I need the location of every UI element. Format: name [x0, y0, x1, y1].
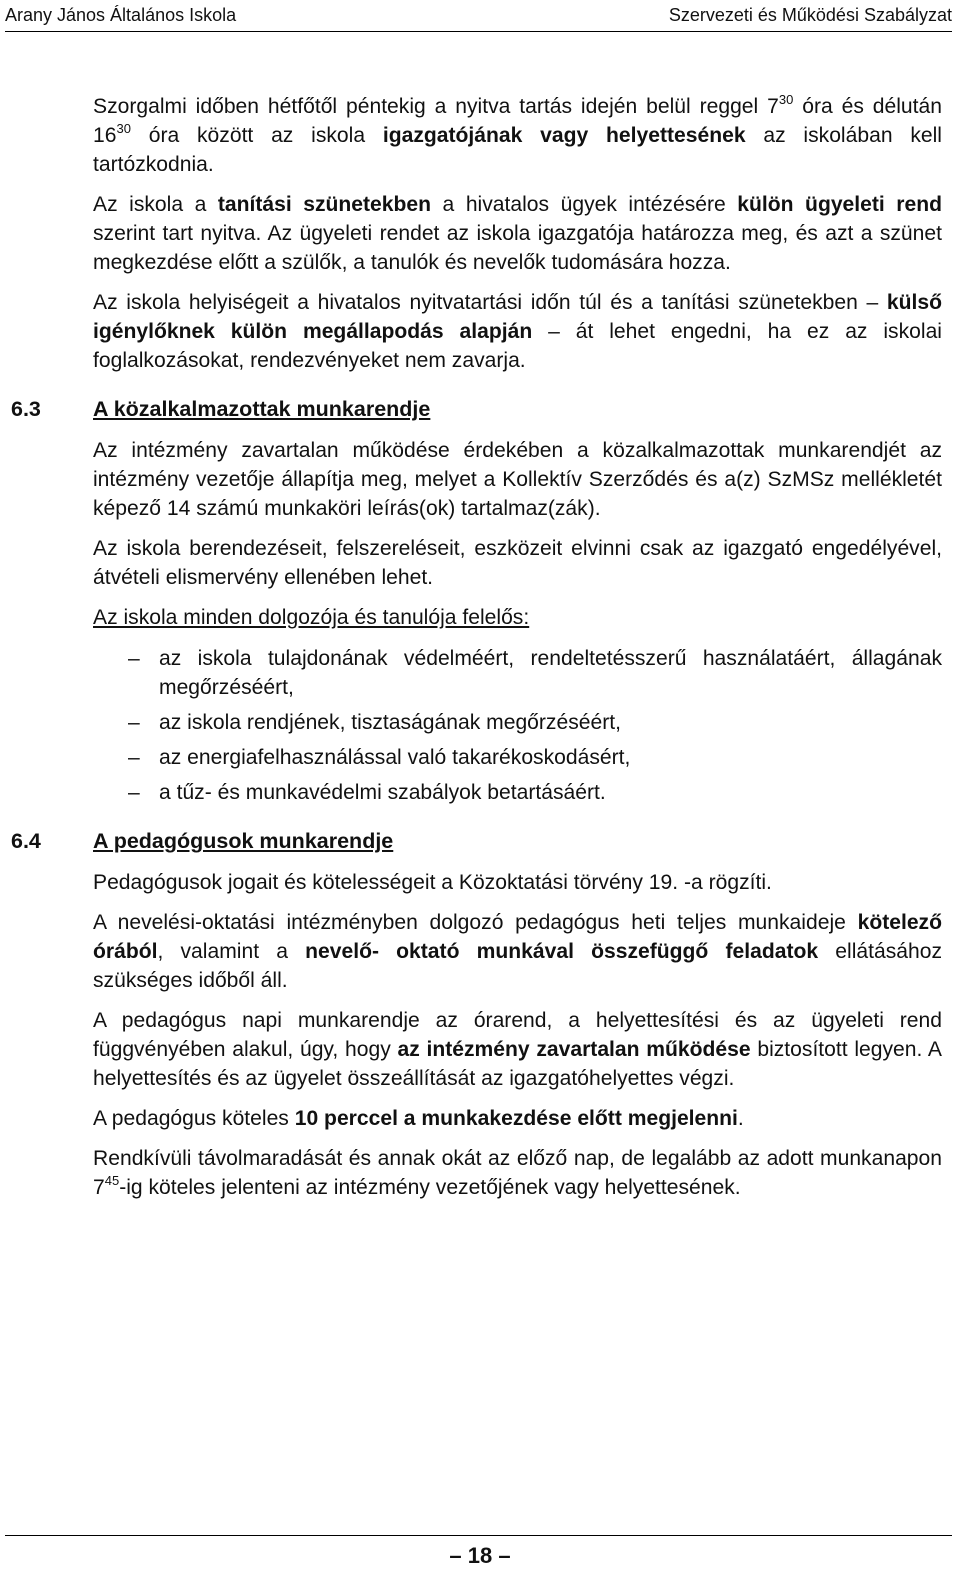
document-body: [11, 91, 943, 1213]
section-number: 6.4: [11, 829, 41, 853]
section-title: A pedagógusok munkarendje: [93, 829, 394, 853]
footer-divider: [5, 1535, 952, 1536]
paragraph-holiday-duty: Az iskola a tanítási szünetekben a hivatalos ügyek intézésére külön ügyeleti rend szerint tart nyitva. Az ügyeleti rendet az iskola igazgatója határozza meg, és azt a szünet megkezdése előtt a szülők, a tanulók és nevelők tudomására hozza.: [93, 193, 943, 274]
dash-bullet: –: [128, 746, 140, 769]
paragraph-premises-use: Az iskola helyiségeit a hivatalos nyitvatartási időn túl és a tanítási szünetekben – külső igénylőknek külön megállapodás alapján – át lehet engedni, ha ez az iskolai foglalkozásokat, rendezvényeket nem zavarja.: [93, 291, 942, 372]
list-item: – az energiafelhasználással való takarékoskodásért,: [93, 743, 942, 772]
page-number: – 18 –: [449, 1543, 511, 1568]
header-document-title: Szervezeti és Működési Szabályzat: [668, 5, 952, 25]
list-item: – az iskola tulajdonának védelméért, rendeltetésszerű használatáért, állagának megőrzéséért,: [93, 644, 942, 702]
paragraph-arrival: A pedagógus köteles 10 perccel a munkakezdése előtt megjelenni.: [93, 1107, 744, 1130]
dash-bullet: –: [128, 781, 140, 804]
list-heading-responsibilities: Az iskola minden dolgozója és tanulója felelős:: [93, 606, 530, 629]
header-school-name: Arany János Általános Iskola: [5, 5, 237, 25]
paragraph-equipment: Az iskola berendezéseit, felszereléseit, eszközeit elvinni csak az igazgató engedélyével, átvételi elismervény ellenében lehet.: [93, 537, 942, 589]
section-heading-6-3: [11, 395, 942, 424]
paragraph-daily-schedule: A pedagógus napi munkarendje az órarend, a helyettesítési és az ügyeleti rend függvényében alakul, úgy, hogy az intézmény zavartalan működése biztosított legyen. A helyettesítés és az ügyelet összeállítását az igazgatóhelyettes végzi.: [93, 1009, 942, 1090]
paragraph-teacher-rights: Pedagógusok jogait és kötelességeit a Közoktatási törvény 19. -a rögzíti.: [93, 871, 772, 894]
section-title: A közalkalmazottak munkarendje: [93, 397, 431, 421]
paragraph-absence: Rendkívüli távolmaradását és annak okát az előző nap, de legalább az adott munkanapon $7^{45}-ig$ köteles jelenteni az intézmény vezetőjének vagy helyettesének.: [93, 1147, 942, 1199]
list-item: – az iskola rendjének, tisztaságának megőrzéséért,: [93, 708, 942, 737]
list-item: – a tűz- és munkavédelmi szabályok betartásáért.: [93, 778, 942, 807]
section-heading-6-4: [11, 827, 942, 856]
responsibility-list: [93, 644, 942, 807]
paragraph-staff-schedule: Az intézmény zavartalan működése érdekében a közalkalmazottak munkarendjét az intézmény vezetője állapítja meg, melyet a Kollektív Szerződés és a(z) SzMSz mellékletét képező 14 számú munkaköri leírás(ok) tartalmaz(zák).: [93, 439, 942, 520]
page-header: [5, 0, 952, 32]
dash-bullet: –: [128, 711, 140, 734]
paragraph-office-hours: Szorgalmi időben hétfőtől péntekig a nyitva tartás idején belül reggel $7^{30}$ óra és délután $16^{30}$ óra között az iskola igazgatójának vagy helyettesének az iskolában kell tartózkodnia.: [93, 91, 942, 176]
section-number: 6.3: [11, 397, 41, 421]
dash-bullet: –: [128, 647, 140, 670]
paragraph-working-hours: A nevelési-oktatási intézményben dolgozó pedagógus heti teljes munkaideje kötelező órából, valamint a nevelő- oktató munkával összefüggő feladatok ellátásához szükséges időből áll.: [93, 911, 942, 992]
